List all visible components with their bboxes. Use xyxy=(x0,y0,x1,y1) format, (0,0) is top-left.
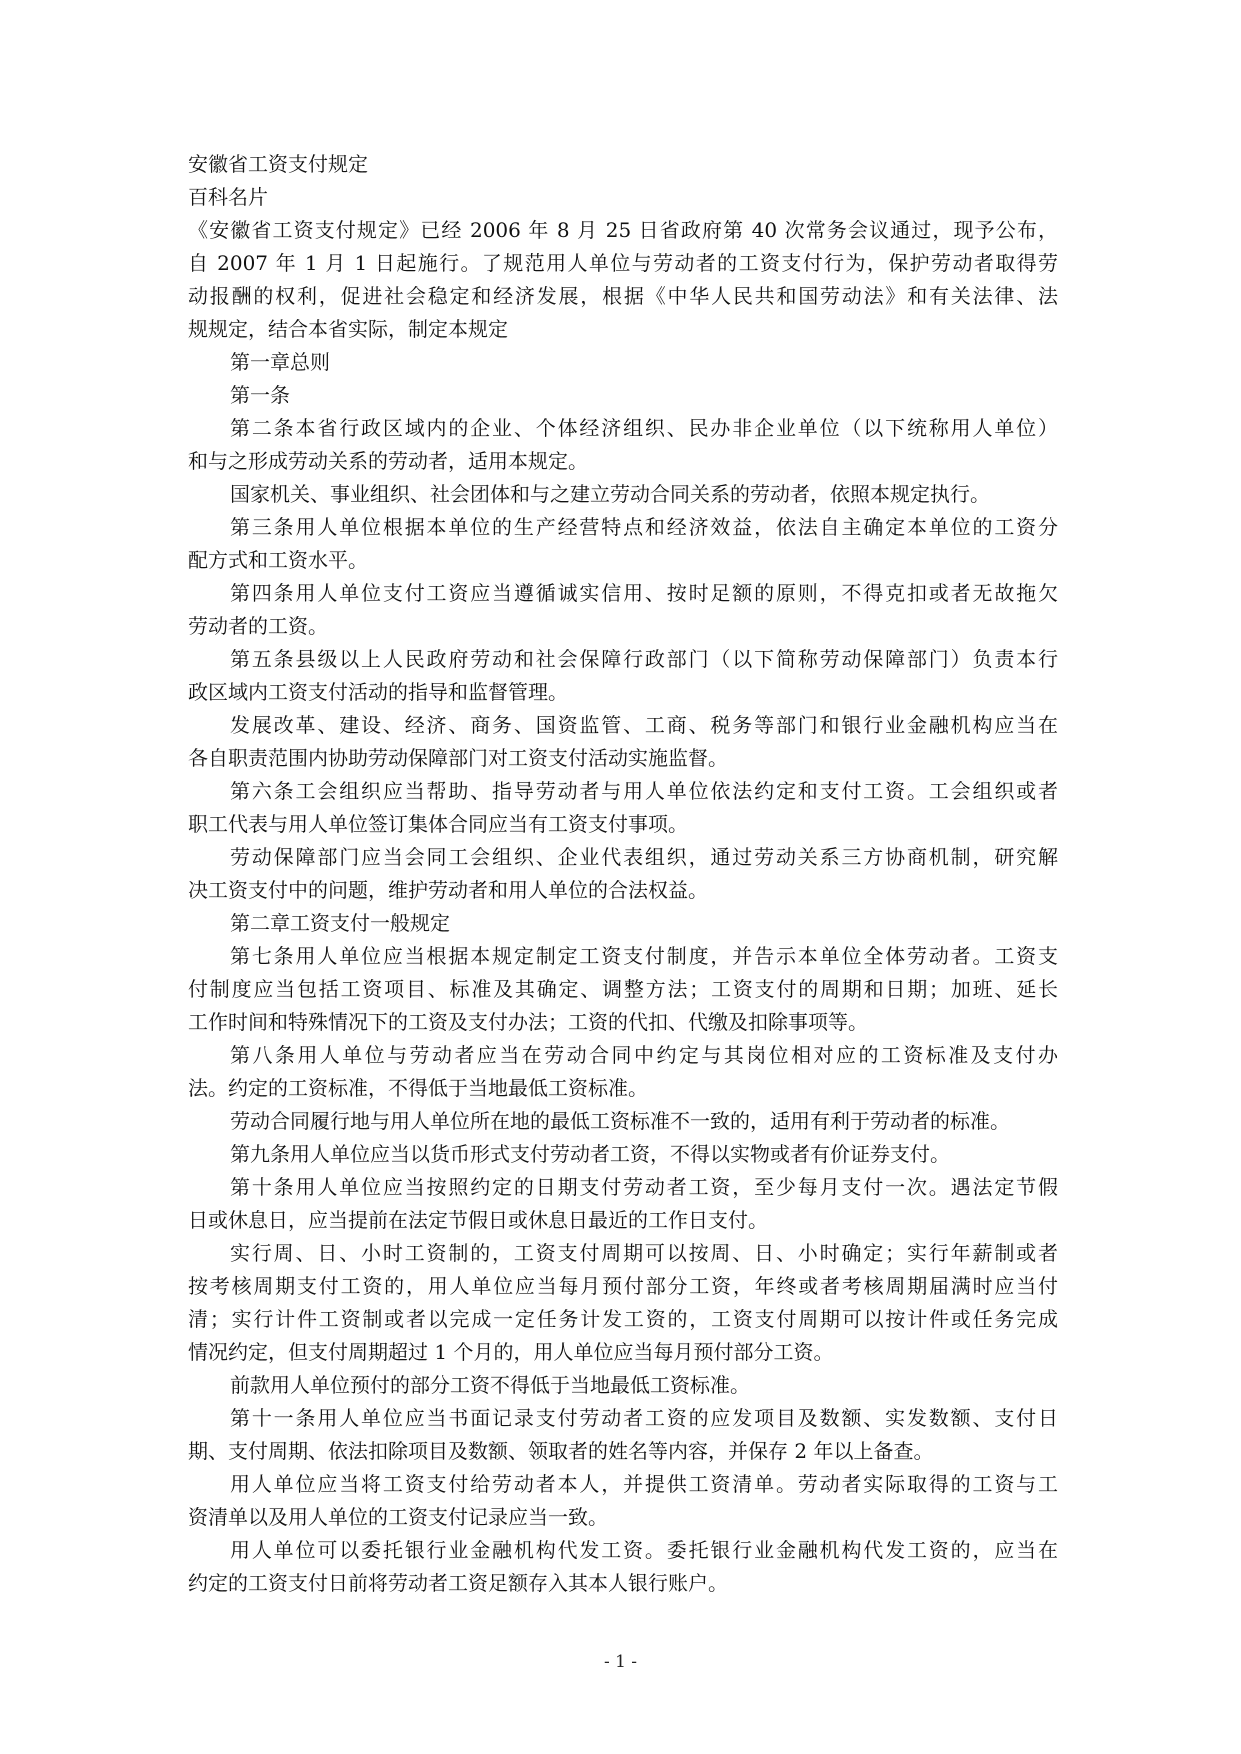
text-line: 和与之形成劳动关系的劳动者，适用本规定。 xyxy=(188,449,588,473)
text-line: 第七条用人单位应当根据本规定制定工资支付制度，并告示本单位全体劳动者。工资支 xyxy=(230,944,1058,968)
document-title: 安徽省工资支付规定 xyxy=(188,152,368,176)
text-line: 前款用人单位预付的部分工资不得低于当地最低工资标准。 xyxy=(230,1373,750,1397)
text-line: 动报酬的权利，促进社会稳定和经济发展，根据《中华人民共和国劳动法》和有关法律、法 xyxy=(188,284,1058,308)
text-line: 第五条县级以上人民政府劳动和社会保障行政部门（以下简称劳动保障部门）负责本行 xyxy=(230,647,1058,671)
text-line: 劳动者的工资。 xyxy=(188,614,328,638)
article-heading: 第一条 xyxy=(230,383,290,407)
text-line: 第十条用人单位应当按照约定的日期支付劳动者工资，至少每月支付一次。遇法定节假 xyxy=(230,1175,1058,1199)
text-line: 第八条用人单位与劳动者应当在劳动合同中约定与其岗位相对应的工资标准及支付办 xyxy=(230,1043,1058,1067)
document-body xyxy=(188,148,1058,1600)
text-line: 期、支付周期、依法扣除项目及数额、领取者的姓名等内容，并保存 2 年以上备查。 xyxy=(188,1439,934,1463)
text-line: 实行周、日、小时工资制的，工资支付周期可以按周、日、小时确定；实行年薪制或者 xyxy=(230,1241,1058,1265)
text-line: 第二条本省行政区域内的企业、个体经济组织、民办非企业单位（以下统称用人单位） xyxy=(230,416,1058,440)
text-line: 决工资支付中的问题，维护劳动者和用人单位的合法权益。 xyxy=(188,878,708,902)
text-line: 用人单位应当将工资支付给劳动者本人，并提供工资清单。劳动者实际取得的工资与工 xyxy=(230,1472,1058,1496)
text-line: 自 2007 年 1 月 1 日起施行。了规范用人单位与劳动者的工资支付行为，保护劳动者取得劳 xyxy=(188,251,1058,275)
text-line: 日或休息日，应当提前在法定节假日或休息日最近的工作日支付。 xyxy=(188,1208,768,1232)
text-line: 第九条用人单位应当以货币形式支付劳动者工资，不得以实物或者有价证券支付。 xyxy=(230,1142,950,1166)
page-number: - 1 - xyxy=(603,1652,638,1672)
text-line: 国家机关、事业组织、社会团体和与之建立劳动合同关系的劳动者，依照本规定执行。 xyxy=(230,482,990,506)
text-line: 情况约定，但支付周期超过 1 个月的，用人单位应当每月预付部分工资。 xyxy=(188,1340,834,1364)
text-line: 规规定，结合本省实际，制定本规定 xyxy=(188,317,508,341)
text-line: 第四条用人单位支付工资应当遵循诚实信用、按时足额的原则，不得克扣或者无故拖欠 xyxy=(230,581,1058,605)
text-line: 劳动保障部门应当会同工会组织、企业代表组织，通过劳动关系三方协商机制，研究解 xyxy=(230,845,1058,869)
text-line: 用人单位可以委托银行业金融机构代发工资。委托银行业金融机构代发工资的，应当在 xyxy=(230,1538,1058,1562)
text-line: 工作时间和特殊情况下的工资及支付办法；工资的代扣、代缴及扣除事项等。 xyxy=(188,1010,868,1034)
chapter-heading: 第二章工资支付一般规定 xyxy=(230,911,450,935)
text-line: 资清单以及用人单位的工资支付记录应当一致。 xyxy=(188,1505,608,1529)
text-line: 法。约定的工资标准，不得低于当地最低工资标准。 xyxy=(188,1076,648,1100)
text-line: 付制度应当包括工资项目、标准及其确定、调整方法；工资支付的周期和日期；加班、延长 xyxy=(188,977,1058,1001)
document-subtitle: 百科名片 xyxy=(188,185,268,209)
text-line: 《安徽省工资支付规定》已经 2006 年 8 月 25 日省政府第 40 次常务会议通过，现予公布， xyxy=(188,218,1058,242)
text-line: 清；实行计件工资制或者以完成一定任务计发工资的，工资支付周期可以按计件或任务完成 xyxy=(188,1307,1058,1331)
text-line: 按考核周期支付工资的，用人单位应当每月预付部分工资，年终或者考核周期届满时应当付 xyxy=(188,1274,1058,1298)
text-line: 职工代表与用人单位签订集体合同应当有工资支付事项。 xyxy=(188,812,688,836)
text-line: 政区域内工资支付活动的指导和监督管理。 xyxy=(188,680,568,704)
text-line: 各自职责范围内协助劳动保障部门对工资支付活动实施监督。 xyxy=(188,746,728,770)
text-line: 劳动合同履行地与用人单位所在地的最低工资标准不一致的，适用有利于劳动者的标准。 xyxy=(230,1109,1010,1133)
text-line: 约定的工资支付日前将劳动者工资足额存入其本人银行账户。 xyxy=(188,1571,728,1595)
text-line: 第三条用人单位根据本单位的生产经营特点和经济效益，依法自主确定本单位的工资分 xyxy=(230,515,1058,539)
text-line: 第十一条用人单位应当书面记录支付劳动者工资的应发项目及数额、实发数额、支付日 xyxy=(230,1406,1058,1430)
text-line: 发展改革、建设、经济、商务、国资监管、工商、税务等部门和银行业金融机构应当在 xyxy=(230,713,1058,737)
chapter-heading: 第一章总则 xyxy=(230,350,330,374)
text-line: 第六条工会组织应当帮助、指导劳动者与用人单位依法约定和支付工资。工会组织或者 xyxy=(230,779,1058,803)
text-line: 配方式和工资水平。 xyxy=(188,548,368,572)
